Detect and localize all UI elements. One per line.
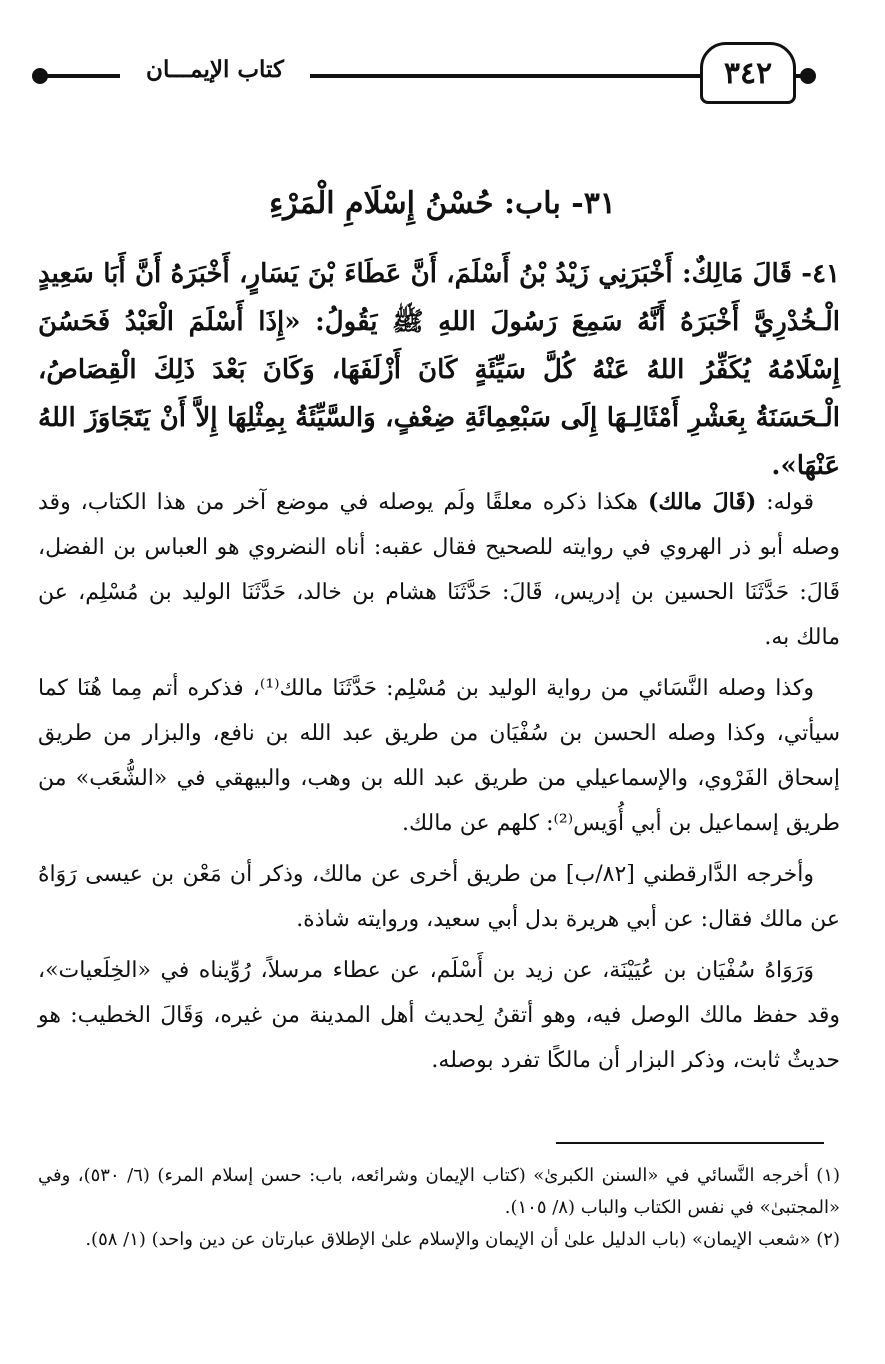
chapter-heading: ٣١- باب: حُسْنُ إِسْلَامِ الْمَرْءِ: [269, 186, 616, 221]
commentary-paragraph-3: وأخرجه الدَّارقطني [٨٢/ب] من طريق أخرى عن مالك، وذكر أن مَعْن بن عيسى رَوَاهُ عن مالك فقال: عن أبي هريرة بدل أبي سعيد، وروايته شاذة.: [38, 862, 840, 932]
footnote-separator: [556, 1142, 824, 1144]
commentary: [38, 480, 840, 1089]
commentary-paragraph-4: وَرَوَاهُ سُفْيَان بن عُيَيْنَة، عن زيد بن أَسْلَم، عن عطاء مرسلاً، رُوِّيناه في «الخِلَعيات»، وقد حفظ مالك الوصل فيه، وهو أتقنُ لِحديث أهل المدينة من غيره، وَقَالَ الخطيب: هو حديثٌ ثابت، وذكر البزار أن مالكًا تفرد بوصله.: [38, 958, 840, 1073]
running-title: كتاب الإيمـــان: [120, 56, 310, 83]
footnote-2: (٢) «شعب الإيمان» (باب الدليل علىٰ أن الإيمان والإسلام علىٰ الإطلاق عبارتان عن دين واحد) (١/ ٥٨).: [85, 1229, 840, 1250]
commentary-lead: قوله:: [756, 490, 814, 515]
footnote-1: (١) أخرجه النَّسائي في «السنن الكبرىٰ» (كتاب الإيمان وشرائعه، باب: حسن إسلام المرء) (٦/ ٥٣٠)، وفي «المجتبىٰ» في نفس الكتاب والباب (٨/ ١٠٥).: [38, 1165, 841, 1218]
page-number: ٣٤٢: [700, 42, 796, 104]
commentary-text: هكذا ذكره معلقًا ولَم يوصله في موضع آخر من هذا الكتاب، وقد وصله أبو ذر الهروي في روايته للصحيح فقال عقبه: أناه النضروي هو العباس بن الفضل، قَالَ: حَدَّثَنَا الحسين بن إدريس، قَالَ: حَدَّثَنَا هشام بن خالد، حَدَّثَنَا الوليد بن مُسْلِم، عن مالك به.: [38, 490, 840, 650]
commentary-paragraph-1: [38, 480, 840, 660]
page-header: [0, 0, 885, 120]
commentary-quoted-phrase: (قَالَ مالك): [647, 489, 757, 515]
right-ornament-dot: [800, 68, 816, 84]
footnotes: [38, 1160, 840, 1256]
commentary-paragraph-2: وكذا وصله النَّسَائي من رواية الوليد بن مُسْلِم: حَدَّثَنَا مالك⁽¹⁾، فذكره أتم مِما هُنَا كما سيأتي، وكذا وصله الحسن بن سُفْيَان من طريق عبد الله بن نافع، والبزار من طريق إسحاق الفَرْوي، والإسماعيلي من طريق عبد الله بن وهب، والبيهقي في «الشُّعَب» من طريق إسماعيل بن أبي أُوَيس⁽²⁾: كلهم عن مالك.: [38, 676, 840, 836]
hadith-text: ٤١- قَالَ مَالِكٌ: أَخْبَرَنِي زَيْدُ بْنُ أَسْلَمَ، أَنَّ عَطَاءَ بْنَ يَسَارٍ، أَخْبَرَهُ أَنَّ أَبَا سَعِيدٍ الْـخُدْرِيَّ أَخْبَرَهُ أَنَّهُ سَمِعَ رَسُولَ اللهِ ﷺ يَقُولُ: «إِذَا أَسْلَمَ الْعَبْدُ فَحَسُنَ إِسْلَامُهُ يُكَفِّرُ اللهُ عَنْهُ كُلَّ سَيِّئَةٍ كَانَ أَزْلَفَهَا، وَكَانَ بَعْدَ ذَلِكَ الْقِصَاصُ، الْـحَسَنَةُ بِعَشْرِ أَمْثَالِـهَا إِلَى سَبْعِمِائَةِ ضِعْفٍ، وَالسَّيِّئَةُ بِمِثْلِهَا إِلاَّ أَنْ يَتَجَاوَزَ اللهُ عَنْهَا».: [38, 259, 840, 481]
